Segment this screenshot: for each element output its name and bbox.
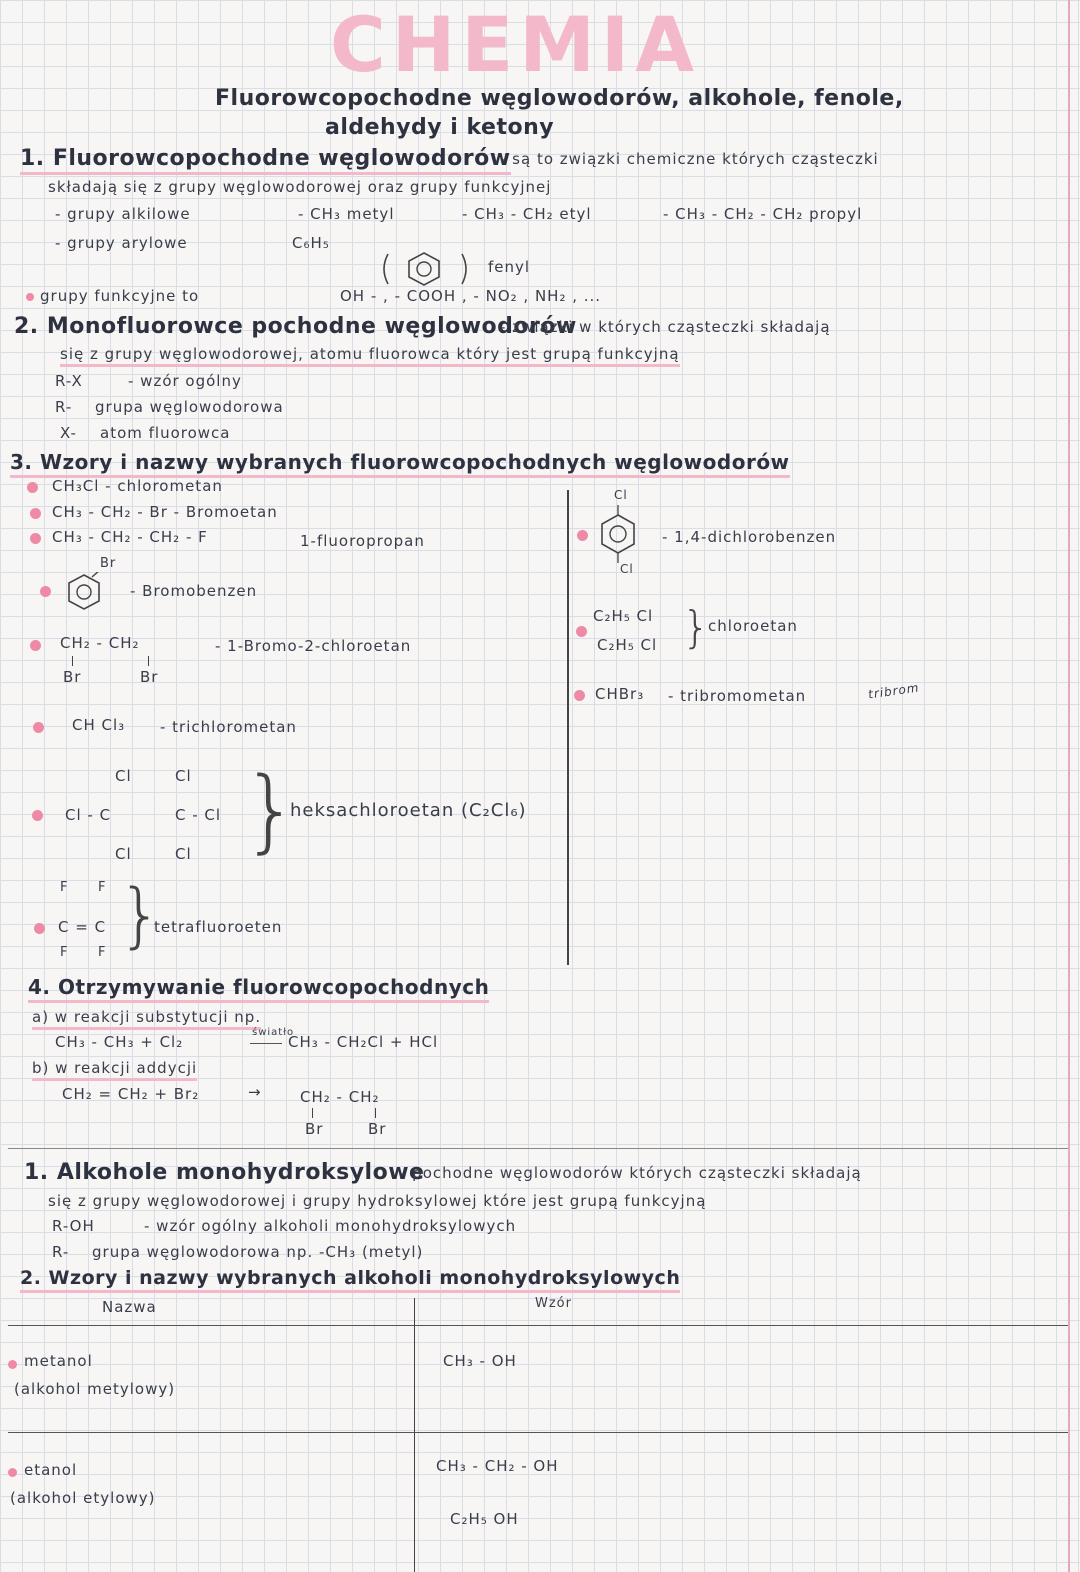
hexa-row-left: Cl - C bbox=[65, 806, 112, 824]
brace-icon: } bbox=[242, 758, 300, 863]
table-row-line bbox=[8, 1432, 1068, 1433]
formula-chloroetan-b: C₂H₅ Cl bbox=[597, 636, 658, 654]
bullet-dot bbox=[30, 640, 41, 651]
functional-groups-label: grupy funkcyjne to bbox=[40, 287, 200, 305]
addition-reactants: CH₂ = CH₂ + Br₂ bbox=[62, 1085, 200, 1103]
table-row-name: metanol bbox=[24, 1352, 93, 1370]
x-symbol: X- bbox=[60, 424, 77, 442]
roh-formula: R-OH bbox=[52, 1217, 95, 1235]
bullet-dot bbox=[30, 533, 41, 544]
bullet-dot bbox=[576, 626, 587, 637]
formula-fluoropropan: CH₃ - CH₂ - CH₂ - F bbox=[52, 528, 208, 546]
name-chloroetan: chloroetan bbox=[708, 617, 798, 635]
alk-r-symbol: R- bbox=[52, 1243, 70, 1261]
name-bromobenzen: - Bromobenzen bbox=[130, 582, 258, 600]
tetra-f3: F bbox=[60, 945, 69, 960]
reaction-arrow bbox=[250, 1043, 282, 1044]
addition-br1: Br bbox=[305, 1120, 324, 1138]
alcohols-table-heading: 2. Wzory i nazwy wybranych alkoholi monohydroksylowych bbox=[20, 1267, 680, 1289]
formula-chloroetan-a: C₂H₅ Cl bbox=[593, 607, 654, 625]
substitution-reactants: CH₃ - CH₃ + Cl₂ bbox=[55, 1033, 184, 1051]
bond-line bbox=[375, 1108, 376, 1118]
sec2-heading: 2. Monofluorowce pochodne węglowodorów bbox=[14, 314, 577, 339]
rx-formula: R-X bbox=[55, 372, 83, 390]
formula-bromoetan: CH₃ - CH₂ - Br - Bromoetan bbox=[52, 503, 278, 521]
alcohols-heading: 1. Alkohole monohydroksylowe bbox=[24, 1160, 425, 1185]
bullet-dot bbox=[577, 530, 588, 541]
hexa-row-right: C - Cl bbox=[175, 806, 222, 824]
formula-chlorometan: CH₃Cl - chlorometan bbox=[52, 477, 223, 495]
alcohols-line2: się z grupy węglowodorowej i grupy hydroksylowej które jest grupą funkcyjną bbox=[48, 1192, 707, 1210]
hexa-cl-bot2: Cl bbox=[175, 845, 192, 863]
table-header-line bbox=[8, 1325, 1068, 1326]
name-tetrafluoroeten: tetrafluoroeten bbox=[154, 918, 283, 936]
name-fluoropropan: 1-fluoropropan bbox=[300, 532, 425, 550]
sec4-heading: 4. Otrzymywanie fluorowcopochodnych bbox=[28, 975, 489, 999]
substitution-products: CH₃ - CH₂Cl + HCl bbox=[288, 1033, 439, 1051]
bromobenzen-br: Br bbox=[100, 556, 117, 571]
hexa-cl-bot1: Cl bbox=[115, 845, 132, 863]
name-tribromometan: - tribromometan bbox=[668, 687, 807, 705]
sec1-heading: 1. Fluorowcopochodne węglowodorów bbox=[20, 146, 511, 171]
table-row-alt: (alkohol etylowy) bbox=[10, 1489, 156, 1507]
bullet-dot bbox=[32, 810, 43, 821]
alcohols-line1: - pochodne węglowodorów których cząsteczki składają bbox=[400, 1164, 862, 1182]
metyl-formula: - CH₃ metyl bbox=[298, 205, 395, 223]
table-row-formula-alt: C₂H₅ OH bbox=[450, 1510, 519, 1528]
hexa-cl-top1: Cl bbox=[115, 767, 132, 785]
name-dichlorobenzen: - 1,4-dichlorobenzen bbox=[662, 528, 837, 546]
addition-br2: Br bbox=[368, 1120, 387, 1138]
page-margin-line bbox=[1068, 0, 1070, 1572]
aryl-label: - grupy arylowe bbox=[55, 234, 188, 252]
sec1-line1: - są to związki chemiczne których cząsteczki bbox=[500, 150, 879, 168]
bullet-dot bbox=[40, 586, 51, 597]
bullet-dot bbox=[8, 1360, 17, 1369]
r-desc: grupa węglowodorowa bbox=[95, 398, 284, 416]
dibromoetan-br2: Br bbox=[140, 668, 159, 686]
alk-r-desc: grupa węglowodorowa np. -CH₃ (metyl) bbox=[92, 1243, 424, 1261]
formula-trichlorometan: CH Cl₃ bbox=[72, 716, 126, 734]
tetra-f1: F bbox=[60, 880, 69, 895]
formula-tetrafluoroeten: C = C bbox=[58, 918, 107, 936]
bond-line bbox=[72, 656, 73, 666]
page-title: CHEMIA bbox=[330, 0, 701, 89]
dichlorobenzen-cl-bottom: Cl bbox=[620, 562, 634, 576]
sec2-line1: - związki w których cząsteczki składają bbox=[500, 318, 831, 336]
propyl-formula: - CH₃ - CH₂ - CH₂ propyl bbox=[663, 205, 863, 223]
name-heksachloroetan: heksachloroetan (C₂Cl₆) bbox=[290, 800, 527, 821]
substitution-condition: światło bbox=[252, 1027, 295, 1038]
sec3-heading: 3. Wzory i nazwy wybranych fluorowcopochodnych węglowodorów bbox=[10, 450, 790, 474]
sec1-line2: składają się z grupy węglowodorowej oraz grupy funkcyjnej bbox=[48, 178, 552, 196]
rx-desc: - wzór ogólny bbox=[128, 372, 242, 390]
bullet-dot bbox=[574, 690, 585, 701]
phenyl-ring-icon bbox=[378, 248, 488, 290]
hexa-cl-top2: Cl bbox=[175, 767, 192, 785]
name-dibromoetan: - 1-Bromo-2-chloroetan bbox=[215, 637, 412, 655]
tetra-f4: F bbox=[98, 945, 107, 960]
col-formula-header: Wzór bbox=[535, 1296, 572, 1311]
formula-tribromometan: CHBr₃ bbox=[595, 685, 645, 703]
name-trichlorometan: - trichlorometan bbox=[160, 718, 297, 736]
addition-product: CH₂ - CH₂ bbox=[300, 1088, 380, 1106]
bullet-dot bbox=[27, 482, 38, 493]
bullet-dot bbox=[30, 508, 41, 519]
brace-icon: } bbox=[118, 874, 163, 956]
x-desc: atom fluorowca bbox=[100, 424, 231, 442]
bond-line bbox=[148, 656, 149, 666]
aryl-formula: C₆H₅ bbox=[292, 234, 330, 252]
table-row-formula: CH₃ - OH bbox=[443, 1352, 517, 1370]
bullet-dot bbox=[34, 923, 45, 934]
table-row-formula: CH₃ - CH₂ - OH bbox=[436, 1457, 559, 1475]
alkyl-label: - grupy alkilowe bbox=[55, 205, 191, 223]
scribble-annotation: tribrom bbox=[867, 680, 921, 702]
bullet-dot bbox=[26, 293, 34, 301]
table-row-name: etanol bbox=[24, 1461, 78, 1479]
sec2-line2: się z grupy węglowodorowej, atomu fluorowca który jest grupą funkcyjną bbox=[60, 345, 680, 363]
dichlorobenzen-cl-top: Cl bbox=[614, 488, 628, 502]
sec4-b: b) w reakcji addycji bbox=[32, 1059, 197, 1077]
benzene-ring-icon bbox=[596, 505, 640, 567]
bullet-dot bbox=[8, 1468, 17, 1477]
table-column-divider bbox=[414, 1298, 415, 1572]
subtitle-line2: aldehydy i ketony bbox=[325, 115, 555, 140]
phenyl-label: fenyl bbox=[488, 258, 531, 276]
r-symbol: R- bbox=[55, 398, 73, 416]
functional-groups-list: OH - , - COOH , - NO₂ , NH₂ , ... bbox=[340, 287, 602, 305]
subtitle-line1: Fluorowcopochodne węglowodorów, alkohole, fenole, bbox=[215, 86, 904, 111]
addition-arrow: → bbox=[248, 1083, 262, 1101]
formula-dibromoetan: CH₂ - CH₂ bbox=[60, 634, 140, 652]
tetra-f2: F bbox=[98, 880, 107, 895]
etyl-formula: - CH₃ - CH₂ etyl bbox=[462, 205, 592, 223]
table-row-alt: (alkohol metylowy) bbox=[14, 1380, 176, 1398]
sec4-a: a) w reakcji substytucji np. bbox=[32, 1008, 261, 1026]
bullet-dot bbox=[33, 722, 44, 733]
bond-line bbox=[312, 1108, 313, 1118]
section-separator bbox=[8, 1148, 1068, 1149]
brace-icon: } bbox=[682, 602, 710, 653]
dibromoetan-br1: Br bbox=[63, 668, 82, 686]
column-divider bbox=[567, 490, 569, 965]
col-name-header: Nazwa bbox=[102, 1298, 157, 1316]
roh-desc: - wzór ogólny alkoholi monohydroksylowych bbox=[144, 1217, 517, 1235]
benzene-ring-icon bbox=[64, 572, 104, 612]
